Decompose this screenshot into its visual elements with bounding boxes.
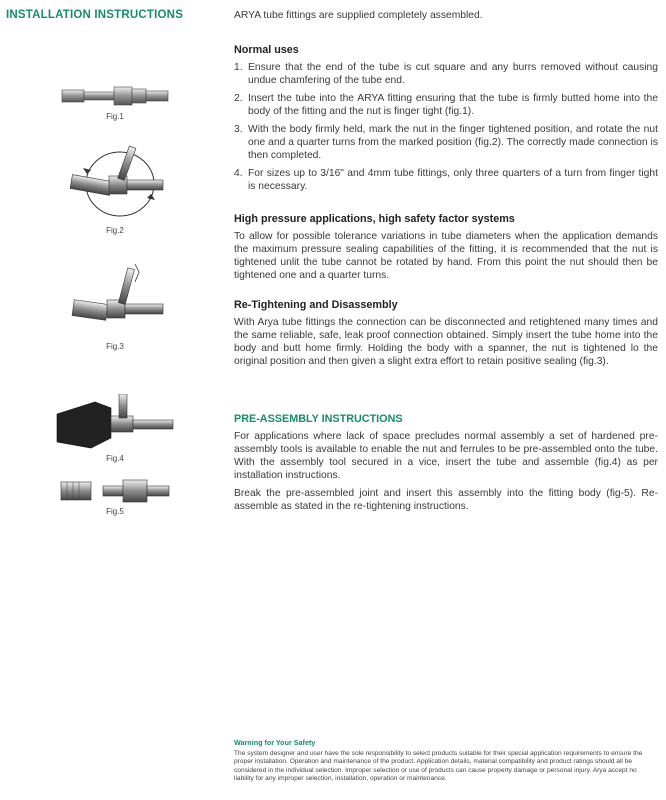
figure-5	[40, 477, 190, 516]
normal-uses-heading: Normal uses	[234, 44, 299, 56]
wrench-rotation-illustration	[65, 144, 165, 224]
pre-assembly-heading: PRE-ASSEMBLY INSTRUCTIONS	[234, 413, 403, 425]
fig-1-caption: Fig.1	[106, 112, 124, 121]
pre-assembly-paragraph-1: For applications where lack of space precludes normal assembly a set of hardened pre-assembly tools is available to enable the nut and ferrules to be pre-assembled onto the tube. With the assembly tool secured in a vice, insert the tube and assemble (fig.4) as per installation instructions.	[234, 431, 658, 481]
vice-assembly-illustration	[55, 394, 175, 452]
list-item: 1. Ensure that the end of the tube is cut square and any burrs removed without causing undue chamfering of the tube end.	[234, 62, 658, 86]
warning-title: Warning for Your Safety	[234, 738, 316, 747]
fitting-assembly-illustration	[60, 82, 170, 110]
retightening-text: With Arya tube fittings the connection can be disconnected and retightened many times and the same reliable, safe, leak proof connection obtained. Simply insert the tube home into the body and butt home firmly. Holding the body with a spanner, the nut is tightened lo the original position and then given a slight extra effort to retain positive sealing (fig.3).	[234, 317, 658, 367]
high-pressure-heading: High pressure applications, high safety factor systems	[234, 213, 515, 225]
safety-warning	[234, 739, 658, 784]
figure-1	[40, 82, 190, 121]
pre-assembled-joint-illustration	[59, 477, 171, 505]
fig-3-caption: Fig.3	[106, 342, 124, 351]
fig-4-caption: Fig.4	[106, 454, 124, 463]
figure-3	[40, 262, 190, 351]
retightening-heading: Re-Tightening and Disassembly	[234, 299, 398, 311]
fig-2-caption: Fig.2	[106, 226, 124, 235]
list-item: 4. For sizes up to 3/16" and 4mm tube fittings, only three quarters of a turn from finger tight is necessary.	[234, 168, 658, 192]
retightening-illustration	[65, 262, 165, 340]
warning-text: The system designer and user have the sole responsibility to select products suitable for their special application requirements to ensure the proper installation. Operation and maintenance of the product. Application details, material compatibility and product ratings should all be considered in the individual selection. Improper selection or use of products can cause property damage or personal injury. Arya accept no liability for any improper selection, installation, operation or maintenance.	[234, 749, 643, 783]
list-item: 2. Insert the tube into the ARYA fitting ensuring that the tube is firmly butted home into the body of the fitting and the nut is finger tight (fig.1).	[234, 93, 658, 117]
intro-text: ARYA tube fittings are supplied completely assembled.	[234, 10, 483, 21]
figure-2	[40, 144, 190, 235]
high-pressure-text: To allow for possible tolerance variations in tube diameters when the application demands the maximum pressure sealing capabilities of the fitting, it is recommended that the nut is tightened unlit the tube cannot be rotated by hand. From this point the nut should then be tightened one and a quarter turns.	[234, 231, 658, 281]
fig-5-caption: Fig.5	[106, 507, 124, 516]
page-title: INSTALLATION INSTRUCTIONS	[6, 9, 184, 21]
list-item: 3. With the body firmly held, mark the nut in the finger tightened position, and rotate the nut one and a quarter turns from the marked position (fig.2). The correctly made connection is then completed.	[234, 124, 658, 161]
normal-uses-list	[234, 61, 658, 193]
instructions-body	[234, 9, 658, 518]
pre-assembly-paragraph-2: Break the pre-assembled joint and insert this assembly into the fitting body (fig-5). Re-assemble as stated in the re-tightening instructions.	[234, 488, 658, 512]
figure-4	[40, 394, 190, 463]
